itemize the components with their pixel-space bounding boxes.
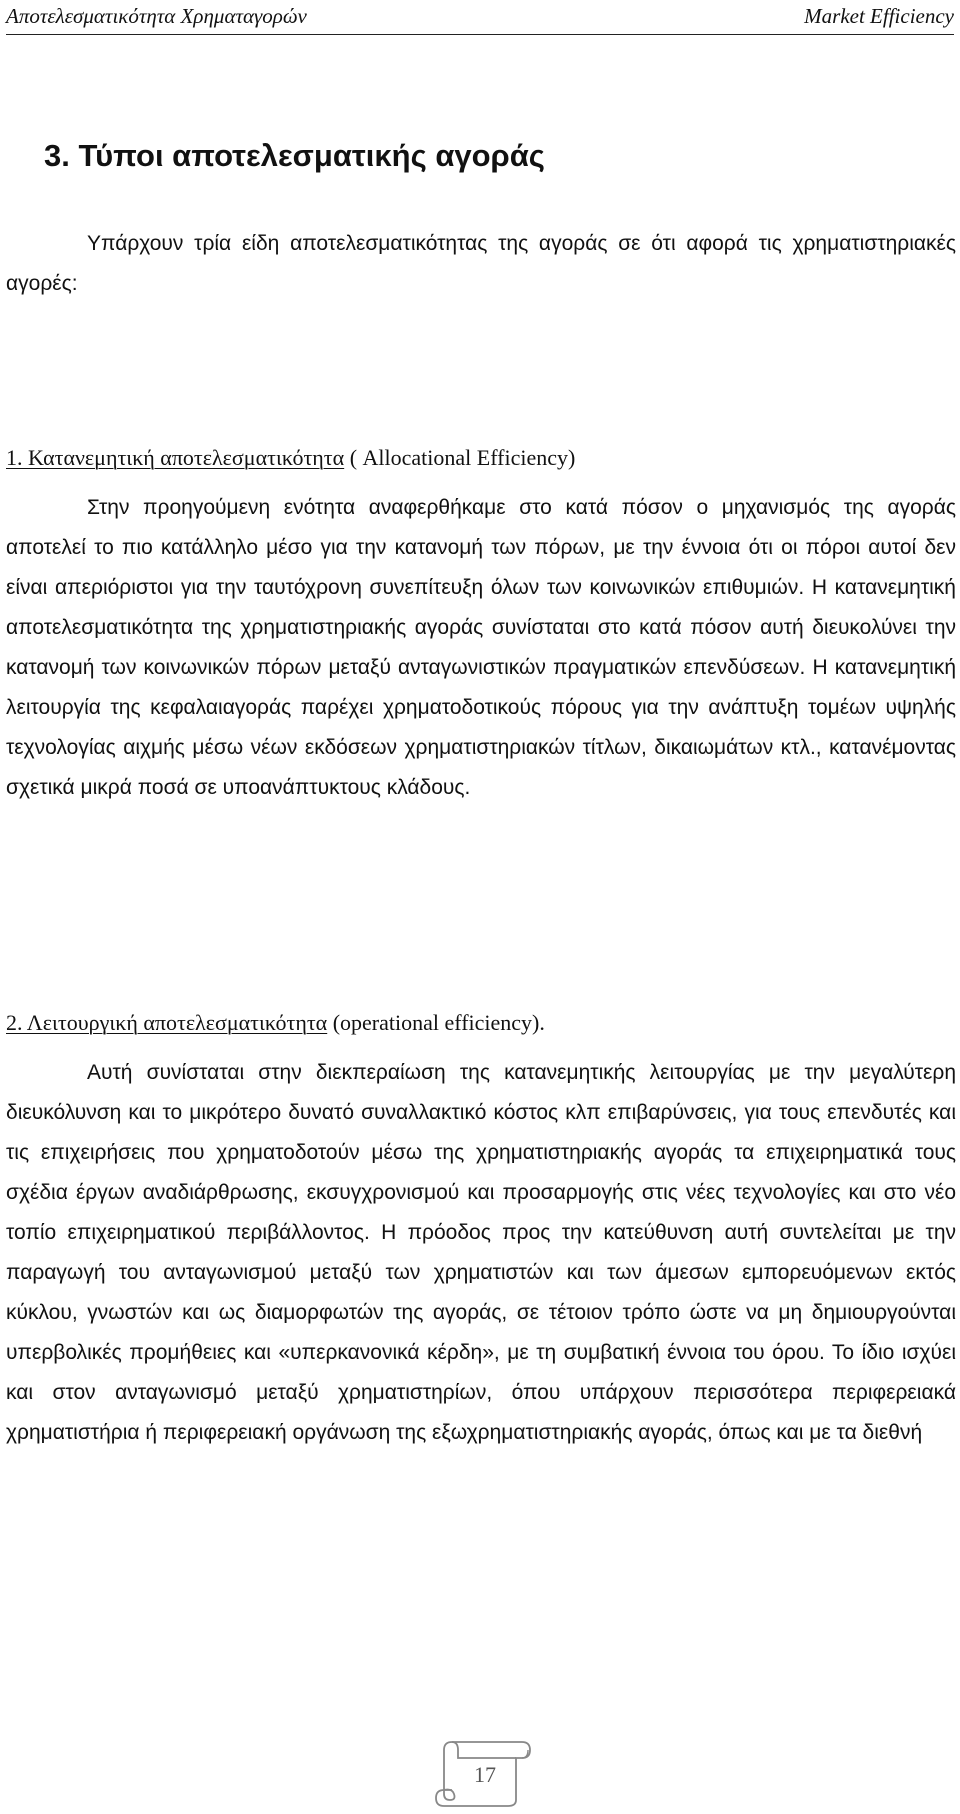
page-number-box xyxy=(430,1738,540,1808)
allocational-title xyxy=(6,438,956,478)
page-number: 17 xyxy=(474,1762,496,1787)
allocational-section xyxy=(6,438,956,808)
operational-body: Αυτή συνίσταται στην διεκπεραίωση της κατανεμητικής λειτουργίας με την μεγαλύτερη διευκόλυνση και το μικρότερο δυνατό συναλλακτικό κόστος κλπ επιβαρύνσεις, για τους επενδυτές και τις επιχειρήσεις που χρηματοδοτούν μέσω της χρηματιστηριακής αγοράς τα επιχειρηματικά τους σχέδια έργων αναδιάρθρωσης, εκσυγχρονισμού και προσαρμογής στις νέες τεχνολογίες και στο νέο τοπίο επιχειρηματικού περιβάλλοντος. Η πρόοδος προς την κατεύθυνση αυτή συντελείται με την παραγωγή του ανταγωνισμού μεταξύ των χρηματιστών και των άμεσων εμπορευόμενων εκτός κύκλου, γνωστών και ως διαμορφωτών της αγοράς, σε τέτοιον τρόπο ώστε να μη δημιουργούνται υπερβολικές προμήθειες και «υπερκανονικά κέρδη», με τη συμβατική έννοια του όρου. Το ίδιο ισχύει και στον ανταγωνισμό μεταξύ χρηματιστηρίων, όπου υπάρχουν περισσότερα περιφερειακά χρηματιστήρια ή περιφερειακή οργάνωση της εξωχρηματιστηριακής αγοράς, όπως και με τα διεθνή xyxy=(6,1061,956,1444)
section-heading: 3. Τύποι αποτελεσματικής αγοράς xyxy=(44,138,545,173)
operational-section xyxy=(6,1003,956,1453)
allocational-title-underlined: 1. Κατανεμητική αποτελεσματικότητα xyxy=(6,445,345,470)
allocational-body: Στην προηγούμενη ενότητα αναφερθήκαμε στο κατά πόσον ο μηχανισμός της αγοράς αποτελεί το πιο κατάλληλο μέσο για την κατανομή των πόρων, με την έννοια ότι οι πόροι αυτοί δεν είναι απεριόριστοι για την ταυτόχρονη συνεπίτευξη όλων των κοινωνικών επιθυμιών. Η κατανεμητική αποτελεσματικότητα της χρηματιστηριακής αγοράς συνίσταται στο κατά πόσον αυτή διευκολύνει την κατανομή των κοινωνικών πόρων μεταξύ ανταγωνιστικών πραγματικών επενδύσεων. Η κατανεμητική λειτουργία της κεφαλαιαγοράς παρέχει χρηματοδοτικούς πόρους για την ανάπτυξη τομέων υψηλής τεχνολογίας αιχμής μέσω νέων εκδόσεων χρηματιστηριακών τίτλων, δικαιωμάτων κτλ., κατανέμοντας σχετικά μικρά ποσά σε υποανάπτυκτους κλάδους. xyxy=(6,496,956,799)
operational-title-rest: (operational efficiency). xyxy=(327,1010,545,1035)
header-title-right: Market Efficiency xyxy=(804,4,954,28)
intro-block xyxy=(6,224,956,304)
operational-title xyxy=(6,1003,956,1043)
allocational-title-rest: ( Allocational Efficiency) xyxy=(344,445,576,470)
operational-title-underlined: 2. Λειτουργική αποτελεσματικότητα xyxy=(6,1010,328,1035)
running-header xyxy=(6,2,954,35)
intro-paragraph: Υπάρχουν τρία είδη αποτελεσματικότητας της αγοράς σε ότι αφορά τις χρηματιστηριακές αγορές: xyxy=(6,232,956,295)
header-title-left: Αποτελεσματικότητα Χρηματαγορών xyxy=(6,4,307,28)
